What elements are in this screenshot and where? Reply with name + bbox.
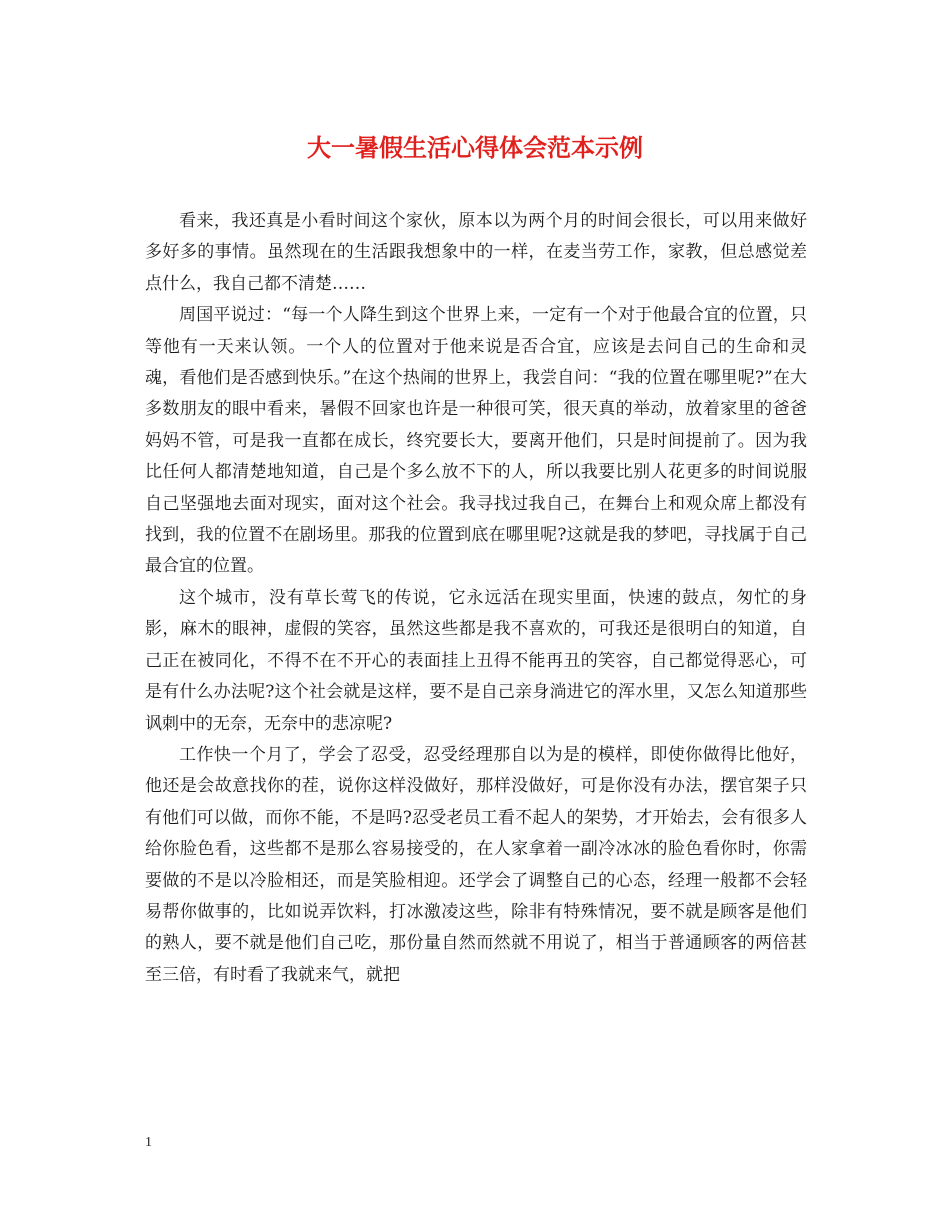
document-body — [145, 206, 807, 991]
paragraph-4: 工作快一个月了，学会了忍受，忍受经理那自以为是的模样，即使你做得比他好，他还是会故意找你的茬，说你这样没做好，那样没做好，可是你没有办法，摆官架子只有他们可以做，而你不能，不是吗?忍受老员工看不起人的架势，才开始去，会有很多人给你脸色看，这些都不是那么容易接受的，在人家拿着一副冷冰冰的脸色看你时，你需要做的不是以冷脸相还，而是笑脸相迎。还学会了调整自己的心态，经理一般都不会轻易帮你做事的，比如说弄饮料，打冰激凌这些，除非有特殊情况，要不就是顾客是他们的熟人，要不就是他们自己吃，那份量自然而然就不用说了，相当于普通顾客的两倍甚至三倍，有时看了我就来气，就把 — [145, 744, 807, 985]
paragraph-1: 看来，我还真是小看时间这个家伙，原本以为两个月的时间会很长，可以用来做好多好多的事情。虽然现在的生活跟我想象中的一样，在麦当劳工作，家教，但总感觉差点什么，我自己都不清楚…… — [145, 211, 807, 294]
page-number: 1 — [145, 1135, 152, 1150]
paragraph-2: 周国平说过：“每一个人降生到这个世界上来，一定有一个对于他最合宜的位置，只等他有一天来认领。一个人的位置对于他来说是否合宜，应该是去问自己的生命和灵魂，看他们是否感到快乐。”在这个热闹的世界上，我尝自问：“我的位置在哪里呢?”在大多数朋友的眼中看来，暑假不回家也许是一种很可笑，很天真的举动，放着家里的爸爸妈妈不管，可是我一直都在成长，终究要长大，要离开他们，只是时间提前了。因为我比任何人都清楚地知道，自己是个多么放不下的人，所以我要比别人花更多的时间说服自己坚强地去面对现实，面对这个社会。我寻找过我自己，在舞台上和观众席上都没有找到，我的位置不在剧场里。那我的位置到底在哪里呢?这就是我的梦吧，寻找属于自己最合宜的位置。 — [145, 305, 807, 577]
paragraph-3: 这个城市，没有草长莺飞的传说，它永远活在现实里面，快速的鼓点，匆忙的身影，麻木的眼神，虚假的笑容，虽然这些都是我不喜欢的，可我还是很明白的知道，自己正在被同化，不得不在不开心的表面挂上丑得不能再丑的笑容，自己都觉得恶心，可是有什么办法呢?这个社会就是这样，要不是自己亲身淌进它的浑水里，又怎么知道那些讽刺中的无奈，无奈中的悲凉呢? — [145, 587, 807, 734]
document-title: 大一暑假生活心得体会范本示例 — [307, 133, 643, 162]
